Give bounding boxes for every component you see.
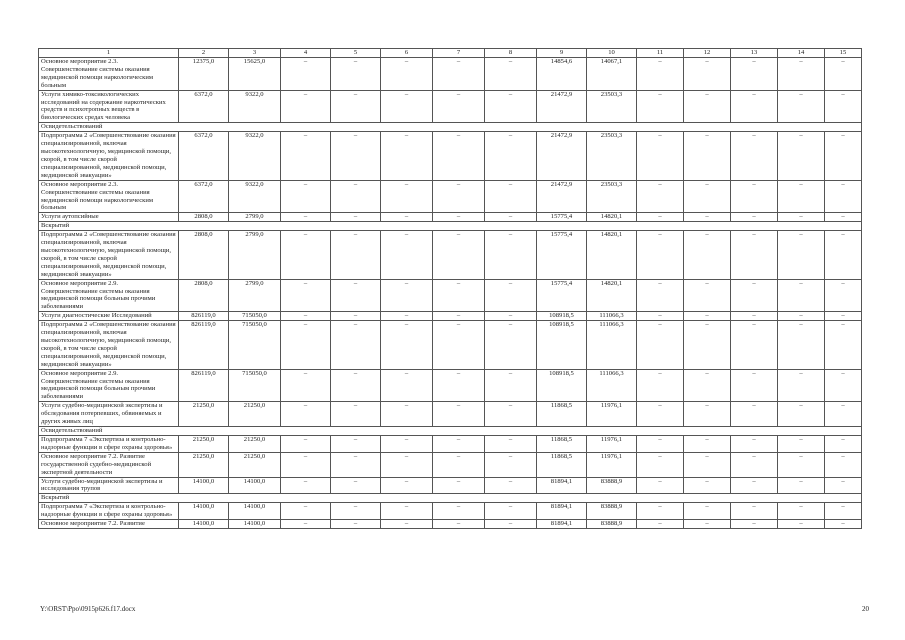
empty-dash-cell: – — [637, 369, 684, 402]
section-unit-row — [39, 494, 862, 503]
item-name-cell: Услуги диагностические Исследований — [39, 312, 179, 321]
empty-dash-cell: – — [637, 90, 684, 123]
value-cell-col-10: 111066,3 — [587, 369, 637, 402]
unit-label: Освидетельствований — [39, 426, 862, 435]
empty-dash-cell: – — [331, 279, 381, 312]
column-number: 11 — [637, 49, 684, 58]
value-cell-col-9: 108918,5 — [537, 312, 587, 321]
value-cell-col-3: 715050,0 — [229, 321, 281, 369]
empty-dash-cell: – — [281, 90, 331, 123]
value-cell-col-10: 11976,1 — [587, 402, 637, 427]
table-row — [39, 452, 862, 477]
value-cell-col-10: 23503,3 — [587, 90, 637, 123]
empty-dash-cell: – — [778, 452, 825, 477]
value-cell-col-3: 14100,0 — [229, 520, 281, 529]
empty-dash-cell: – — [825, 402, 862, 427]
value-cell-col-3: 9322,0 — [229, 180, 281, 213]
value-cell-col-2: 2808,0 — [179, 213, 229, 222]
value-cell-col-9: 21472,9 — [537, 90, 587, 123]
empty-dash-cell: – — [637, 231, 684, 279]
empty-dash-cell: – — [331, 231, 381, 279]
value-cell-col-2: 21250,0 — [179, 452, 229, 477]
empty-dash-cell: – — [331, 312, 381, 321]
empty-dash-cell: – — [331, 369, 381, 402]
empty-dash-cell: – — [485, 132, 537, 180]
table-row — [39, 58, 862, 91]
empty-dash-cell: – — [331, 58, 381, 91]
empty-dash-cell: – — [778, 321, 825, 369]
empty-dash-cell: – — [731, 180, 778, 213]
document-file-path: Y:\ORST\Ppo\0915p626.f17.docx — [40, 605, 136, 613]
empty-dash-cell: – — [433, 132, 485, 180]
value-cell-col-2: 14100,0 — [179, 520, 229, 529]
column-number: 9 — [537, 49, 587, 58]
empty-dash-cell: – — [778, 503, 825, 520]
empty-dash-cell: – — [281, 503, 331, 520]
value-cell-col-3: 9322,0 — [229, 90, 281, 123]
empty-dash-cell: – — [731, 503, 778, 520]
empty-dash-cell: – — [381, 132, 433, 180]
value-cell-col-3: 2799,0 — [229, 213, 281, 222]
value-cell-col-10: 23503,3 — [587, 180, 637, 213]
empty-dash-cell: – — [731, 279, 778, 312]
empty-dash-cell: – — [684, 180, 731, 213]
empty-dash-cell: – — [778, 132, 825, 180]
item-name-cell: Основное мероприятие 2.9. Совершенствование системы оказания медицинской помощи больным прочими заболеваниями — [39, 369, 179, 402]
empty-dash-cell: – — [731, 435, 778, 452]
table-row — [39, 213, 862, 222]
empty-dash-cell: – — [485, 477, 537, 494]
empty-dash-cell: – — [731, 369, 778, 402]
value-cell-col-9: 81894,1 — [537, 520, 587, 529]
empty-dash-cell: – — [825, 369, 862, 402]
empty-dash-cell: – — [381, 312, 433, 321]
value-cell-col-2: 826119,0 — [179, 369, 229, 402]
empty-dash-cell: – — [684, 369, 731, 402]
column-number: 3 — [229, 49, 281, 58]
value-cell-col-9: 108918,5 — [537, 321, 587, 369]
empty-dash-cell: – — [731, 58, 778, 91]
empty-dash-cell: – — [684, 279, 731, 312]
empty-dash-cell: – — [433, 369, 485, 402]
value-cell-col-10: 23503,3 — [587, 132, 637, 180]
empty-dash-cell: – — [381, 231, 433, 279]
value-cell-col-3: 2799,0 — [229, 279, 281, 312]
value-cell-col-2: 21250,0 — [179, 402, 229, 427]
value-cell-col-2: 826119,0 — [179, 312, 229, 321]
empty-dash-cell: – — [637, 477, 684, 494]
item-name-cell: Основное мероприятие 2.9. Совершенствование системы оказания медицинской помощи больным прочими заболеваниями — [39, 279, 179, 312]
value-cell-col-2: 14100,0 — [179, 477, 229, 494]
empty-dash-cell: – — [778, 477, 825, 494]
value-cell-col-10: 14820,1 — [587, 279, 637, 312]
value-cell-col-10: 11976,1 — [587, 452, 637, 477]
empty-dash-cell: – — [637, 321, 684, 369]
item-name-cell: Основное мероприятие 2.3. Совершенствование системы оказания медицинской помощи наркологическим больным — [39, 180, 179, 213]
column-number: 12 — [684, 49, 731, 58]
table-row — [39, 180, 862, 213]
budget-table-page — [38, 48, 861, 529]
value-cell-col-10: 111066,3 — [587, 321, 637, 369]
item-name-cell: Подпрограмма 2 «Совершенствование оказания специализированной, включая высокотехнологичную, медицинской помощи, скорой, в том числе скорой специализированной, медицинской помощи, медицинской эвакуации» — [39, 231, 179, 279]
item-name-cell: Основное мероприятие 7.2. Развитие — [39, 520, 179, 529]
empty-dash-cell: – — [637, 180, 684, 213]
value-cell-col-3: 715050,0 — [229, 369, 281, 402]
empty-dash-cell: – — [433, 520, 485, 529]
value-cell-col-9: 15775,4 — [537, 231, 587, 279]
empty-dash-cell: – — [381, 435, 433, 452]
empty-dash-cell: – — [637, 58, 684, 91]
empty-dash-cell: – — [485, 312, 537, 321]
empty-dash-cell: – — [778, 231, 825, 279]
empty-dash-cell: – — [731, 452, 778, 477]
empty-dash-cell: – — [684, 312, 731, 321]
value-cell-col-3: 21250,0 — [229, 402, 281, 427]
empty-dash-cell: – — [684, 213, 731, 222]
empty-dash-cell: – — [381, 369, 433, 402]
value-cell-col-2: 6372,0 — [179, 90, 229, 123]
empty-dash-cell: – — [281, 452, 331, 477]
value-cell-col-3: 715050,0 — [229, 312, 281, 321]
empty-dash-cell: – — [485, 279, 537, 312]
table-row — [39, 402, 862, 427]
empty-dash-cell: – — [825, 231, 862, 279]
value-cell-col-9: 15775,4 — [537, 213, 587, 222]
empty-dash-cell: – — [485, 520, 537, 529]
empty-dash-cell: – — [637, 452, 684, 477]
item-name-cell: Подпрограмма 7 «Экспертиза и контрольно-надзорные функции в сфере охраны здоровья» — [39, 503, 179, 520]
empty-dash-cell: – — [684, 435, 731, 452]
empty-dash-cell: – — [637, 312, 684, 321]
column-number-header-row — [39, 49, 862, 58]
value-cell-col-9: 81894,1 — [537, 477, 587, 494]
value-cell-col-9: 11868,5 — [537, 402, 587, 427]
empty-dash-cell: – — [433, 503, 485, 520]
page-number: 20 — [862, 605, 869, 613]
empty-dash-cell: – — [331, 520, 381, 529]
value-cell-col-3: 2799,0 — [229, 231, 281, 279]
empty-dash-cell: – — [825, 58, 862, 91]
table-row — [39, 90, 862, 123]
empty-dash-cell: – — [433, 90, 485, 123]
empty-dash-cell: – — [485, 90, 537, 123]
value-cell-col-2: 6372,0 — [179, 180, 229, 213]
column-number: 14 — [778, 49, 825, 58]
column-number: 7 — [433, 49, 485, 58]
empty-dash-cell: – — [731, 213, 778, 222]
empty-dash-cell: – — [637, 213, 684, 222]
value-cell-col-9: 11868,5 — [537, 452, 587, 477]
empty-dash-cell: – — [281, 435, 331, 452]
item-name-cell: Услуги аутопсийные — [39, 213, 179, 222]
table-row — [39, 279, 862, 312]
empty-dash-cell: – — [381, 180, 433, 213]
value-cell-col-2: 2808,0 — [179, 231, 229, 279]
empty-dash-cell: – — [381, 321, 433, 369]
empty-dash-cell: – — [281, 369, 331, 402]
empty-dash-cell: – — [381, 279, 433, 312]
empty-dash-cell: – — [485, 231, 537, 279]
empty-dash-cell: – — [731, 231, 778, 279]
item-name-cell: Основное мероприятие 7.2. Развитие государственной судебно-медицинской экспертной деятельности — [39, 452, 179, 477]
empty-dash-cell: – — [331, 503, 381, 520]
value-cell-col-10: 111066,3 — [587, 312, 637, 321]
empty-dash-cell: – — [684, 321, 731, 369]
value-cell-col-10: 14067,1 — [587, 58, 637, 91]
empty-dash-cell: – — [637, 520, 684, 529]
empty-dash-cell: – — [433, 213, 485, 222]
column-number: 8 — [485, 49, 537, 58]
empty-dash-cell: – — [331, 402, 381, 427]
empty-dash-cell: – — [637, 503, 684, 520]
empty-dash-cell: – — [684, 402, 731, 427]
empty-dash-cell: – — [731, 520, 778, 529]
empty-dash-cell: – — [281, 402, 331, 427]
empty-dash-cell: – — [281, 520, 331, 529]
empty-dash-cell: – — [281, 213, 331, 222]
empty-dash-cell: – — [433, 402, 485, 427]
empty-dash-cell: – — [281, 180, 331, 213]
value-cell-col-3: 21250,0 — [229, 435, 281, 452]
empty-dash-cell: – — [825, 435, 862, 452]
empty-dash-cell: – — [684, 520, 731, 529]
empty-dash-cell: – — [433, 452, 485, 477]
empty-dash-cell: – — [637, 279, 684, 312]
empty-dash-cell: – — [825, 180, 862, 213]
item-name-cell: Основное мероприятие 2.3. Совершенствование системы оказания медицинской помощи наркологическим больным — [39, 58, 179, 91]
empty-dash-cell: – — [485, 503, 537, 520]
value-cell-col-9: 14854,6 — [537, 58, 587, 91]
empty-dash-cell: – — [825, 213, 862, 222]
section-unit-row — [39, 123, 862, 132]
empty-dash-cell: – — [433, 58, 485, 91]
column-number: 6 — [381, 49, 433, 58]
column-number: 5 — [331, 49, 381, 58]
column-number: 2 — [179, 49, 229, 58]
empty-dash-cell: – — [331, 321, 381, 369]
empty-dash-cell: – — [281, 321, 331, 369]
empty-dash-cell: – — [731, 312, 778, 321]
empty-dash-cell: – — [731, 132, 778, 180]
empty-dash-cell: – — [778, 90, 825, 123]
empty-dash-cell: – — [637, 402, 684, 427]
empty-dash-cell: – — [778, 180, 825, 213]
empty-dash-cell: – — [433, 312, 485, 321]
empty-dash-cell: – — [331, 180, 381, 213]
empty-dash-cell: – — [281, 477, 331, 494]
value-cell-col-3: 21250,0 — [229, 452, 281, 477]
empty-dash-cell: – — [778, 312, 825, 321]
value-cell-col-9: 81894,1 — [537, 503, 587, 520]
empty-dash-cell: – — [281, 132, 331, 180]
empty-dash-cell: – — [433, 279, 485, 312]
value-cell-col-2: 2808,0 — [179, 279, 229, 312]
empty-dash-cell: – — [485, 180, 537, 213]
value-cell-col-3: 14100,0 — [229, 503, 281, 520]
table-row — [39, 231, 862, 279]
column-number: 13 — [731, 49, 778, 58]
value-cell-col-10: 83888,9 — [587, 520, 637, 529]
table-row — [39, 132, 862, 180]
empty-dash-cell: – — [825, 520, 862, 529]
empty-dash-cell: – — [381, 520, 433, 529]
value-cell-col-9: 21472,9 — [537, 132, 587, 180]
empty-dash-cell: – — [381, 402, 433, 427]
table-row — [39, 321, 862, 369]
value-cell-col-3: 15625,0 — [229, 58, 281, 91]
item-name-cell: Услуги химико-токсикологических исследований на содержание наркотических средств и психотропных веществ в биологических средах человека — [39, 90, 179, 123]
empty-dash-cell: – — [684, 132, 731, 180]
table-row — [39, 312, 862, 321]
column-number: 4 — [281, 49, 331, 58]
item-name-cell: Подпрограмма 7 «Экспертиза и контрольно-надзорные функции в сфере охраны здоровья» — [39, 435, 179, 452]
empty-dash-cell: – — [433, 435, 485, 452]
value-cell-col-10: 14820,1 — [587, 231, 637, 279]
empty-dash-cell: – — [684, 503, 731, 520]
empty-dash-cell: – — [825, 321, 862, 369]
empty-dash-cell: – — [825, 503, 862, 520]
section-unit-row — [39, 426, 862, 435]
section-unit-row — [39, 222, 862, 231]
empty-dash-cell: – — [778, 520, 825, 529]
empty-dash-cell: – — [778, 369, 825, 402]
empty-dash-cell: – — [637, 132, 684, 180]
empty-dash-cell: – — [825, 132, 862, 180]
column-number: 15 — [825, 49, 862, 58]
empty-dash-cell: – — [331, 477, 381, 494]
value-cell-col-2: 6372,0 — [179, 132, 229, 180]
empty-dash-cell: – — [825, 477, 862, 494]
empty-dash-cell: – — [485, 321, 537, 369]
empty-dash-cell: – — [381, 452, 433, 477]
unit-label: Вскрытий — [39, 494, 862, 503]
value-cell-col-2: 14100,0 — [179, 503, 229, 520]
empty-dash-cell: – — [331, 452, 381, 477]
table-row — [39, 435, 862, 452]
empty-dash-cell: – — [331, 132, 381, 180]
unit-label: Вскрытий — [39, 222, 862, 231]
empty-dash-cell: – — [485, 402, 537, 427]
table-row — [39, 520, 862, 529]
value-cell-col-9: 21472,9 — [537, 180, 587, 213]
empty-dash-cell: – — [684, 58, 731, 91]
empty-dash-cell: – — [433, 231, 485, 279]
value-cell-col-2: 826119,0 — [179, 321, 229, 369]
budget-table — [38, 48, 862, 529]
item-name-cell: Подпрограмма 2 «Совершенствование оказания специализированной, включая высокотехнологичную, медицинской помощи, скорой, в том числе скорой специализированной, медицинской помощи, медицинской эвакуации» — [39, 132, 179, 180]
empty-dash-cell: – — [331, 435, 381, 452]
empty-dash-cell: – — [281, 231, 331, 279]
empty-dash-cell: – — [433, 180, 485, 213]
empty-dash-cell: – — [684, 477, 731, 494]
empty-dash-cell: – — [281, 279, 331, 312]
empty-dash-cell: – — [381, 213, 433, 222]
empty-dash-cell: – — [381, 503, 433, 520]
empty-dash-cell: – — [637, 435, 684, 452]
column-number: 10 — [587, 49, 637, 58]
value-cell-col-2: 12375,0 — [179, 58, 229, 91]
value-cell-col-9: 15775,4 — [537, 279, 587, 312]
value-cell-col-10: 83888,9 — [587, 503, 637, 520]
empty-dash-cell: – — [485, 213, 537, 222]
empty-dash-cell: – — [825, 452, 862, 477]
empty-dash-cell: – — [433, 477, 485, 494]
empty-dash-cell: – — [485, 369, 537, 402]
table-body — [39, 58, 862, 529]
empty-dash-cell: – — [281, 58, 331, 91]
empty-dash-cell: – — [825, 312, 862, 321]
empty-dash-cell: – — [731, 90, 778, 123]
empty-dash-cell: – — [825, 90, 862, 123]
item-name-cell: Услуги судебно-медицинской экспертизы и обследования потерпевших, обвиняемых и других живых лиц — [39, 402, 179, 427]
unit-label: Освидетельствований — [39, 123, 862, 132]
value-cell-col-9: 11868,5 — [537, 435, 587, 452]
empty-dash-cell: – — [485, 58, 537, 91]
value-cell-col-10: 11976,1 — [587, 435, 637, 452]
empty-dash-cell: – — [381, 477, 433, 494]
empty-dash-cell: – — [731, 477, 778, 494]
empty-dash-cell: – — [485, 435, 537, 452]
value-cell-col-3: 9322,0 — [229, 132, 281, 180]
empty-dash-cell: – — [778, 58, 825, 91]
table-row — [39, 369, 862, 402]
column-number: 1 — [39, 49, 179, 58]
empty-dash-cell: – — [825, 279, 862, 312]
empty-dash-cell: – — [731, 402, 778, 427]
empty-dash-cell: – — [778, 435, 825, 452]
empty-dash-cell: – — [433, 321, 485, 369]
empty-dash-cell: – — [731, 321, 778, 369]
empty-dash-cell: – — [281, 312, 331, 321]
table-row — [39, 477, 862, 494]
item-name-cell: Услуги судебно-медицинской экспертизы и исследования трупов — [39, 477, 179, 494]
value-cell-col-10: 83888,9 — [587, 477, 637, 494]
value-cell-col-3: 14100,0 — [229, 477, 281, 494]
empty-dash-cell: – — [778, 402, 825, 427]
empty-dash-cell: – — [381, 58, 433, 91]
item-name-cell: Подпрограмма 2 «Совершенствование оказания специализированной, включая высокотехнологичную, медицинской помощи, скорой, в том числе скорой специализированной, медицинской помощи, медицинской эвакуации» — [39, 321, 179, 369]
empty-dash-cell: – — [381, 90, 433, 123]
empty-dash-cell: – — [778, 279, 825, 312]
table-row — [39, 503, 862, 520]
empty-dash-cell: – — [684, 231, 731, 279]
empty-dash-cell: – — [331, 213, 381, 222]
value-cell-col-10: 14820,1 — [587, 213, 637, 222]
value-cell-col-2: 21250,0 — [179, 435, 229, 452]
empty-dash-cell: – — [485, 452, 537, 477]
empty-dash-cell: – — [684, 90, 731, 123]
empty-dash-cell: – — [684, 452, 731, 477]
empty-dash-cell: – — [331, 90, 381, 123]
empty-dash-cell: – — [778, 213, 825, 222]
value-cell-col-9: 108918,5 — [537, 369, 587, 402]
